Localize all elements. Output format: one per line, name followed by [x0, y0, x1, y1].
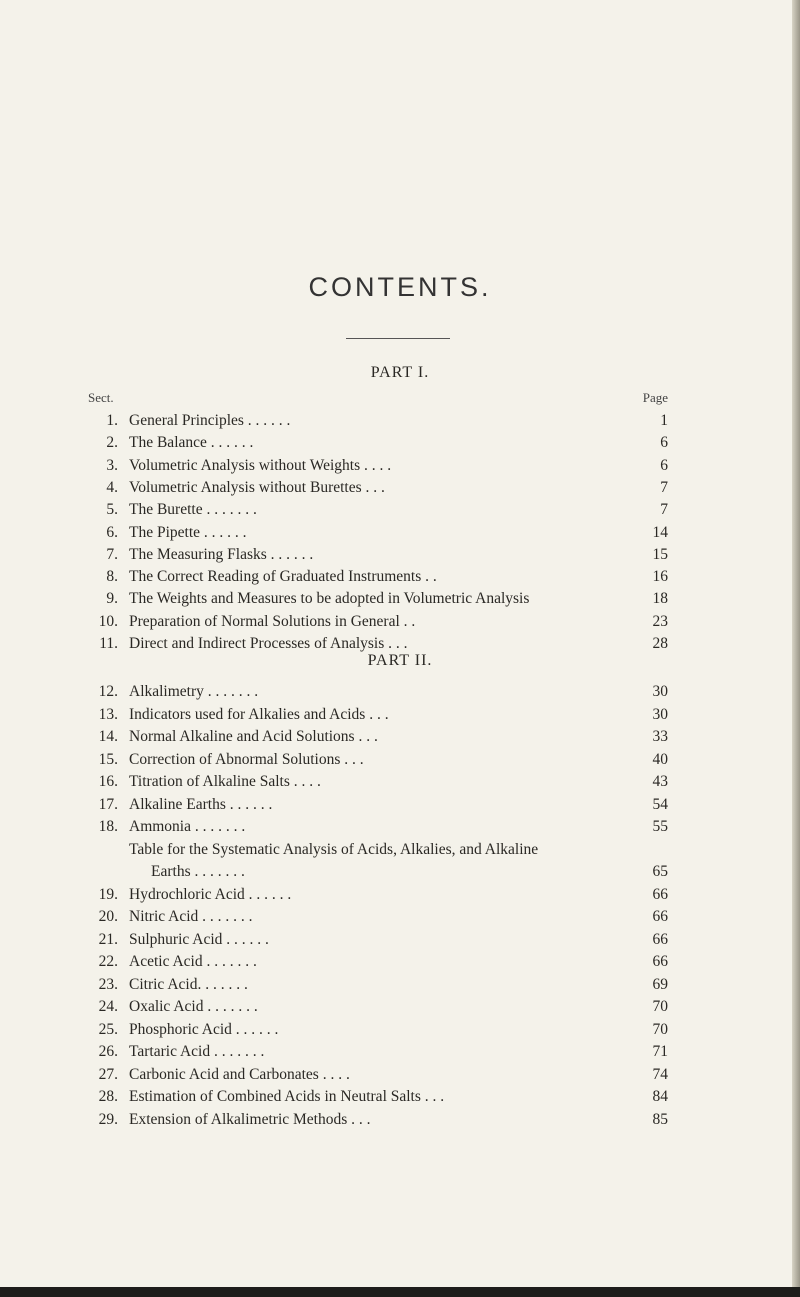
section-number: 22. — [98, 953, 118, 970]
toc-entry — [0, 726, 800, 748]
section-number: 23. — [98, 975, 118, 993]
toc-entry — [0, 588, 800, 610]
toc-entry — [0, 704, 800, 726]
page-number: 65 — [652, 862, 668, 880]
section-title: Tartaric Acid . . . . . . . — [129, 1043, 265, 1060]
section-title: The Pipette . . . . . . — [129, 523, 247, 541]
page-number: 70 — [652, 1020, 668, 1038]
toc-entry — [0, 1019, 800, 1041]
page-number: 74 — [652, 1065, 668, 1083]
section-number: 8. — [106, 568, 118, 586]
section-number: 12. — [98, 683, 118, 700]
page-number: 30 — [652, 683, 668, 700]
page-bottom-edge — [0, 1287, 800, 1297]
section-title: Extension of Alkalimetric Methods . . . — [129, 1110, 371, 1128]
toc-entry — [0, 1109, 800, 1131]
section-title: Alkaline Earths . . . . . . — [129, 795, 273, 813]
section-number: 4. — [106, 478, 118, 496]
toc-entry — [0, 611, 800, 633]
toc-entry — [0, 951, 800, 973]
page-number: 43 — [652, 773, 668, 790]
toc-entry — [0, 929, 800, 951]
toc-entry — [0, 566, 800, 588]
section-title: Alkalimetry . . . . . . . — [129, 683, 259, 700]
toc-entry — [0, 771, 800, 793]
page-number: 30 — [652, 705, 668, 723]
page-number: 69 — [652, 975, 668, 993]
section-title-line: Earths . . . . . . . — [151, 862, 245, 880]
toc-entry — [0, 477, 800, 499]
section-title: Correction of Abnormal Solutions . . . — [129, 750, 364, 768]
section-number: 26. — [98, 1043, 118, 1060]
section-number: 29. — [98, 1110, 118, 1128]
page-number: 66 — [652, 908, 668, 925]
page-number: 14 — [652, 523, 668, 541]
section-number: 6. — [106, 523, 118, 541]
section-title: Volumetric Analysis without Weights . . . . — [129, 456, 392, 474]
page-number: 66 — [652, 953, 668, 970]
toc-entry — [0, 1041, 800, 1063]
toc-entry — [0, 544, 800, 566]
section-number: 15. — [98, 750, 118, 768]
section-title: The Balance . . . . . . — [129, 434, 254, 452]
section-title: Preparation of Normal Solutions in General . . — [129, 612, 416, 630]
section-title: Acetic Acid . . . . . . . — [129, 953, 257, 970]
section-number: 16. — [98, 773, 118, 790]
section-number: 27. — [98, 1065, 118, 1083]
section-title: The Correct Reading of Graduated Instruments . . — [129, 568, 437, 586]
page-number: 7 — [660, 501, 668, 519]
section-title: Hydrochloric Acid . . . . . . — [129, 885, 292, 903]
page-number: 66 — [652, 885, 668, 903]
section-number: 2. — [106, 434, 118, 452]
section-number: 13. — [98, 705, 118, 723]
section-title: Oxalic Acid . . . . . . . — [129, 998, 258, 1015]
section-title: Nitric Acid . . . . . . . — [129, 908, 253, 925]
page-number: 28 — [652, 635, 668, 652]
toc-entry — [0, 884, 800, 906]
toc-entry — [0, 432, 800, 454]
page-number: 16 — [652, 568, 668, 586]
toc-entry — [0, 1086, 800, 1108]
part1-heading: PART I. — [370, 364, 430, 381]
section-number: 24. — [98, 998, 118, 1015]
page-number: 54 — [652, 795, 668, 813]
title-divider — [346, 338, 450, 339]
toc-entry — [0, 974, 800, 996]
toc-entry — [0, 499, 800, 521]
section-number: 11. — [99, 635, 118, 652]
section-number: 25. — [98, 1020, 118, 1038]
section-number: 19. — [98, 885, 118, 903]
section-number: 5. — [106, 501, 118, 519]
toc-entry — [0, 794, 800, 816]
section-number: 14. — [98, 728, 118, 745]
section-title: Sulphuric Acid . . . . . . — [129, 930, 269, 948]
section-title: The Measuring Flasks . . . . . . — [129, 545, 314, 563]
toc-entry — [0, 1064, 800, 1086]
page-number: 1 — [660, 412, 668, 429]
section-title: Titration of Alkaline Salts . . . . — [129, 773, 321, 790]
section-number: 21. — [98, 930, 118, 948]
sect-column-label: Sect. — [88, 390, 114, 405]
section-title: General Principles . . . . . . — [129, 412, 291, 429]
toc-entry — [0, 996, 800, 1018]
page-number: 84 — [652, 1088, 668, 1105]
section-title: The Weights and Measures to be adopted in Volumetric Analysis — [129, 590, 530, 608]
section-number: 18. — [98, 818, 118, 835]
section-title: Volumetric Analysis without Burettes . . . — [129, 478, 385, 496]
page-number: 18 — [652, 590, 668, 608]
section-title: Estimation of Combined Acids in Neutral Salts . . . — [129, 1088, 445, 1105]
section-number: 9. — [106, 590, 118, 608]
page-number: 70 — [652, 998, 668, 1015]
toc-entry — [0, 749, 800, 771]
page-number: 40 — [652, 750, 668, 768]
section-number: 17. — [98, 795, 118, 813]
section-title: Citric Acid. . . . . . . — [129, 975, 248, 993]
page-number: 6 — [660, 456, 668, 474]
section-number: 20. — [98, 908, 118, 925]
section-number: 3. — [106, 456, 118, 474]
section-title: Phosphoric Acid . . . . . . — [129, 1020, 279, 1038]
toc-entry — [0, 681, 800, 703]
page-number: 85 — [652, 1110, 668, 1128]
toc-entry — [0, 906, 800, 928]
toc-entry — [0, 816, 800, 838]
section-number: 10. — [98, 612, 118, 630]
section-title: Carbonic Acid and Carbonates . . . . — [129, 1065, 350, 1083]
section-title-line: Table for the Systematic Analysis of Acids, Alkalies, and Alkaline — [129, 840, 539, 858]
page-number: 66 — [652, 930, 668, 948]
section-number: 1. — [106, 412, 118, 429]
section-title: Direct and Indirect Processes of Analysis . . . — [129, 635, 408, 652]
page-title: CONTENTS. — [308, 272, 492, 302]
section-title: The Burette . . . . . . . — [129, 501, 257, 519]
section-title: Ammonia . . . . . . . — [129, 818, 246, 835]
section-number: 7. — [106, 545, 118, 563]
page-number: 71 — [652, 1043, 668, 1060]
toc-entry — [0, 455, 800, 477]
toc-entry — [0, 522, 800, 544]
page-number: 23 — [652, 612, 668, 630]
page-number: 33 — [652, 728, 668, 745]
part2-heading: PART II. — [367, 652, 433, 669]
toc-entry — [0, 410, 800, 432]
page-number: 15 — [652, 545, 668, 563]
page-number: 7 — [660, 478, 668, 496]
page-number: 6 — [660, 434, 668, 452]
toc-entry — [0, 839, 800, 883]
section-title: Normal Alkaline and Acid Solutions . . . — [129, 728, 378, 745]
section-title: Indicators used for Alkalies and Acids . . . — [129, 705, 389, 723]
section-title — [129, 839, 649, 883]
page-number: 55 — [652, 818, 668, 835]
page-column-label: Page — [642, 390, 668, 405]
section-number: 28. — [98, 1088, 118, 1105]
